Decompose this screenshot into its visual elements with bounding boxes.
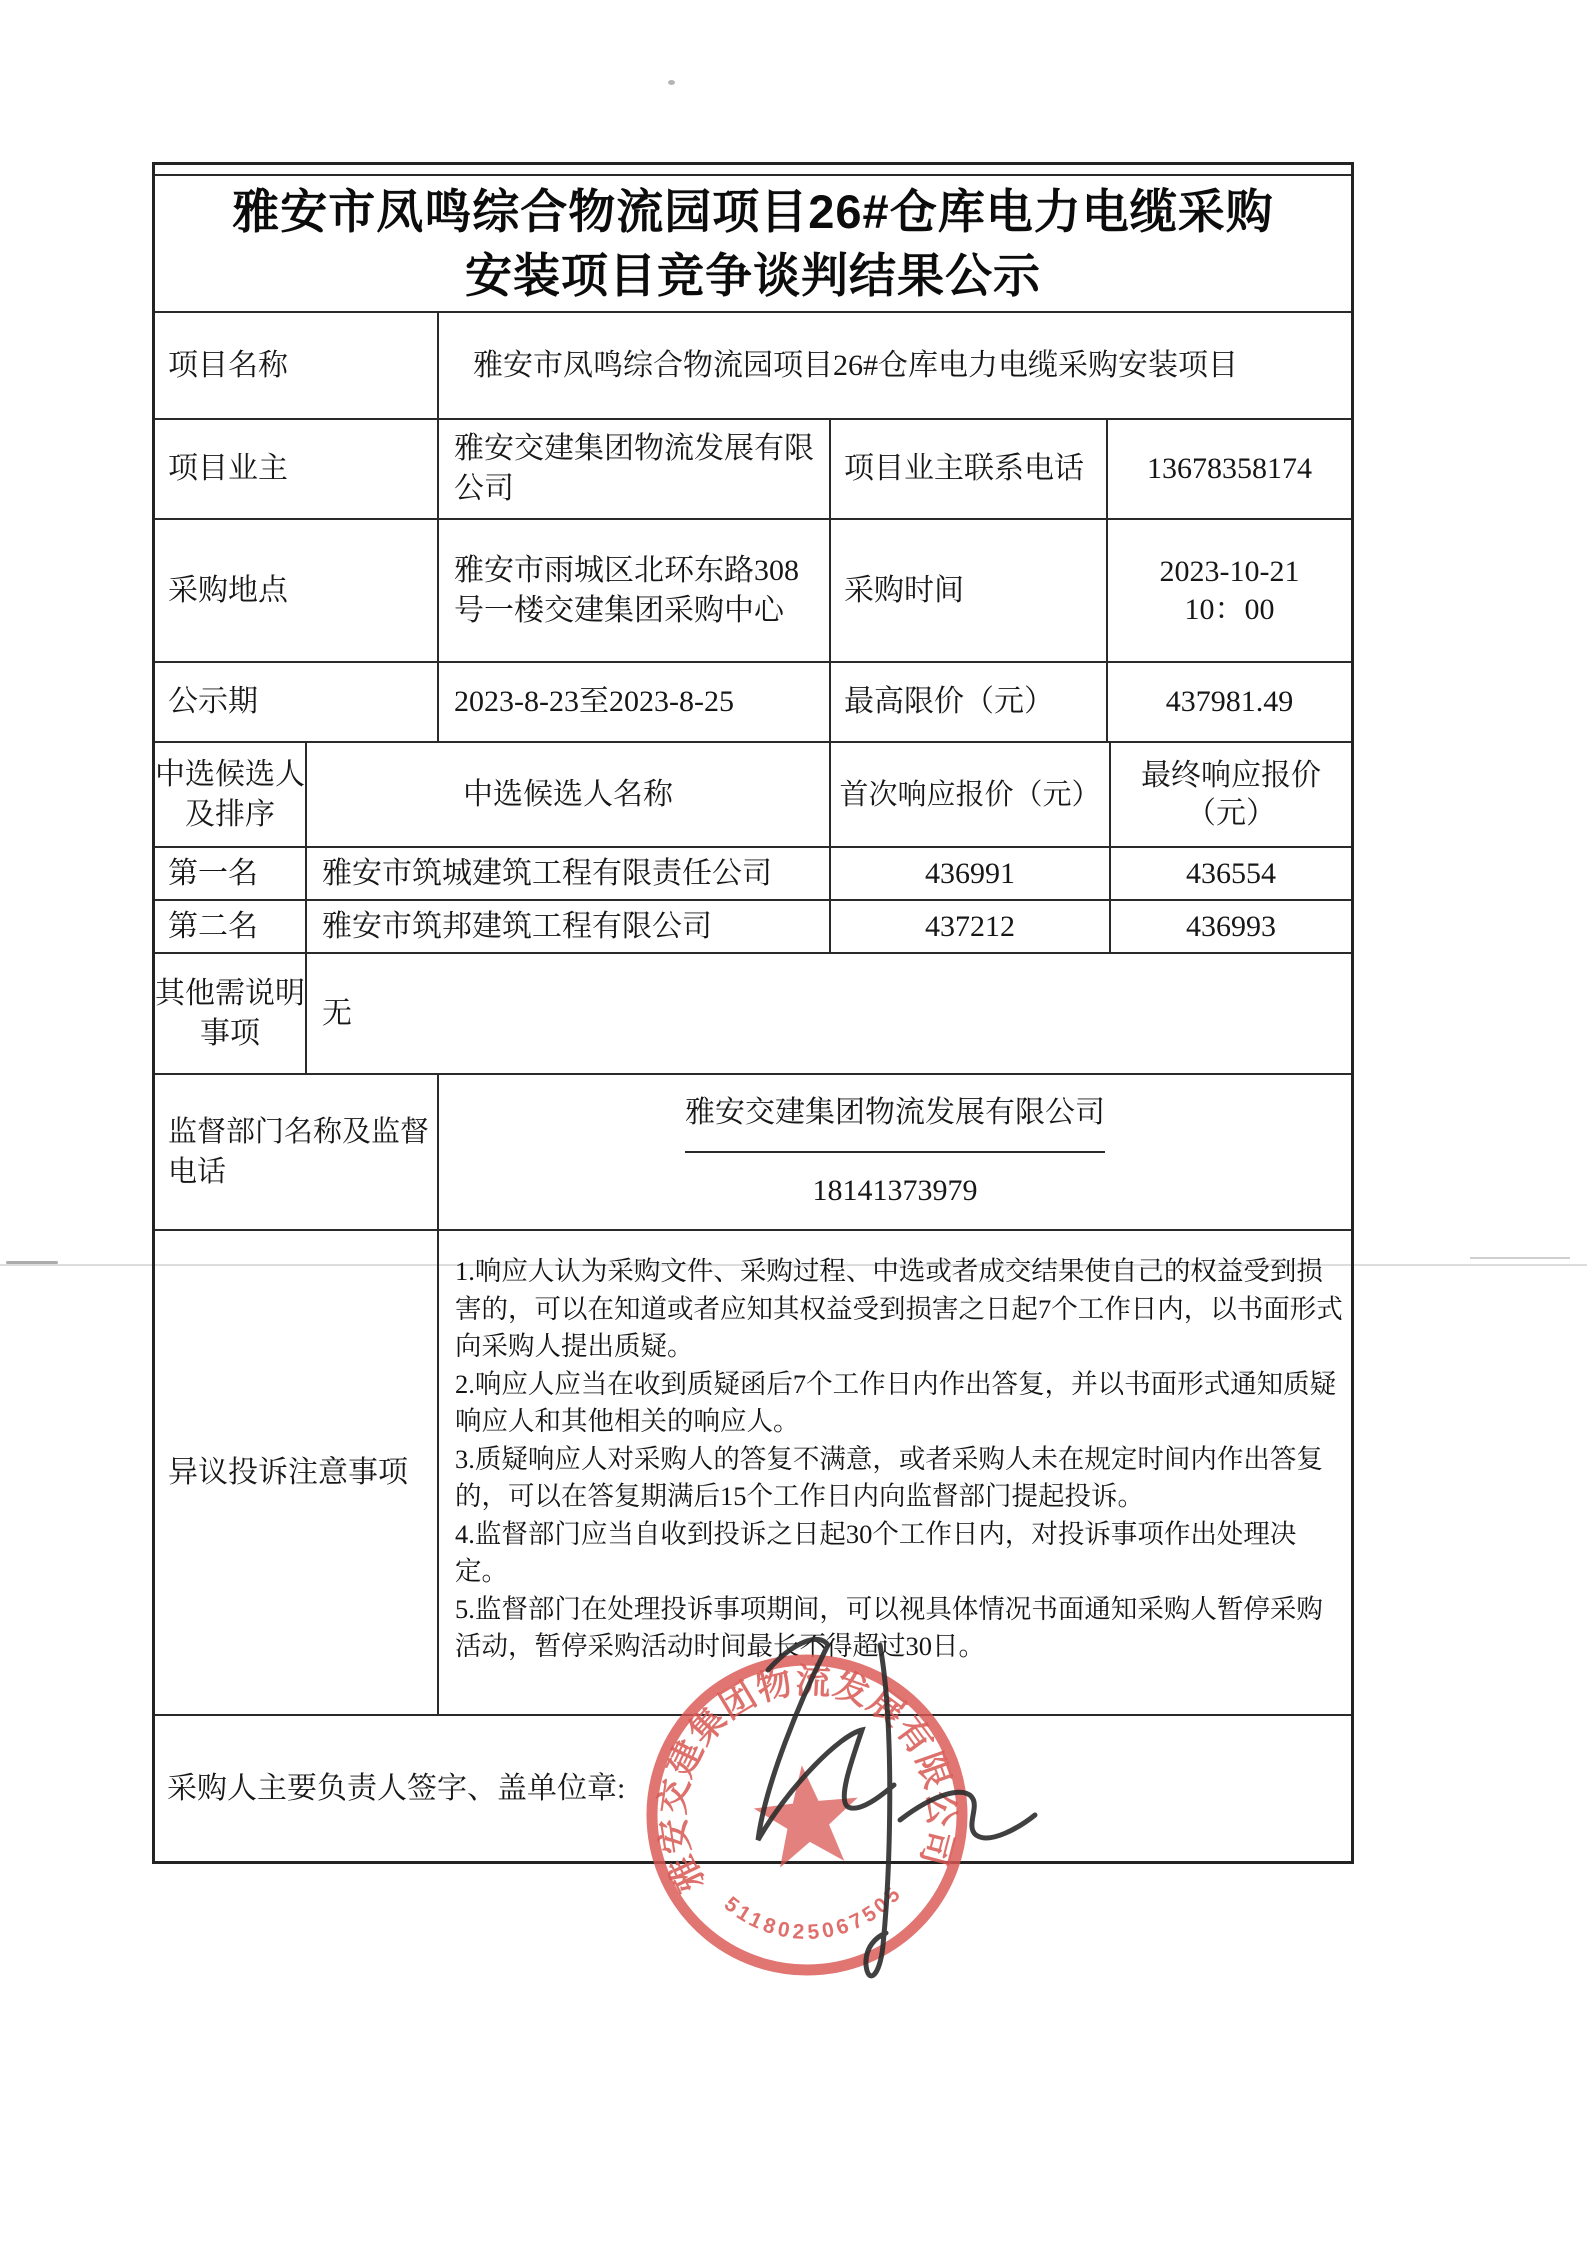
owner-phone-label: 项目业主联系电话 xyxy=(831,420,1108,518)
objection-item-3: 3.质疑响应人对采购人的答复不满意，或者采购人未在规定时间内作出答复的，可以在答复期满后15个工作日内向监督部门提起投诉。 xyxy=(455,1443,1323,1511)
candidate-1-name: 雅安市筑城建筑工程有限责任公司 xyxy=(307,848,831,899)
scan-speck xyxy=(668,80,675,85)
row-title xyxy=(155,176,1351,313)
title-top-rule xyxy=(155,165,1351,176)
time-value xyxy=(1108,520,1351,661)
row-owner xyxy=(155,420,1351,520)
time-date: 2023-10-21 xyxy=(1159,554,1300,588)
seal-company-arc-text: 雅安交建集团物流发展有限公司 xyxy=(653,1661,961,1898)
seal-number-arc-text: 5118025067505 xyxy=(719,1880,908,1945)
candidate-2-rank: 第二名 xyxy=(155,901,307,952)
final-quote-header-line2: （元） xyxy=(1186,796,1276,830)
candidate-2-final-quote: 436993 xyxy=(1186,909,1276,943)
candidate-2-name: 雅安市筑邦建筑工程有限公司 xyxy=(307,901,831,952)
time-label: 采购时间 xyxy=(831,520,1108,661)
time-clock: 10：00 xyxy=(1184,592,1275,626)
candidate-2-first-quote: 437212 xyxy=(831,901,1111,952)
supervisor-label: 监督部门名称及监督电话 xyxy=(155,1075,439,1229)
objection-item-1: 1.响应人认为采购文件、采购过程、中选或者成交结果使自己的权益受到损害的，可以在知道或者应知其权益受到损害之日起7个工作日内，以书面形式向采购人提出质疑。 xyxy=(455,1256,1343,1361)
row-candidates-header xyxy=(155,743,1351,848)
candidates-rank-header: 中选候选人及排序 xyxy=(155,743,307,846)
candidates-first-quote-header: 首次响应报价（元） xyxy=(831,743,1111,846)
document-title xyxy=(155,176,1351,311)
candidate-1-rank: 第一名 xyxy=(155,848,307,899)
location-label: 采购地点 xyxy=(155,520,439,661)
objection-item-4: 4.监督部门应当自收到投诉之日起30个工作日内，对投诉事项作出处理决定。 xyxy=(455,1518,1297,1586)
max-price-value: 437981.49 xyxy=(1165,685,1294,718)
svg-text:5118025067505 xyxy=(718,1874,911,1953)
publicity-value: 2023-8-23至2023-8-25 xyxy=(439,663,831,741)
publicity-label: 公示期 xyxy=(155,663,439,741)
final-quote-header-line1: 最终响应报价 xyxy=(1141,758,1321,792)
title-line-1: 雅安市凤鸣综合物流园项目26#仓库电力电缆采购 xyxy=(232,184,1274,238)
candidate-row-1 xyxy=(155,848,1351,901)
row-other-notes xyxy=(155,954,1351,1075)
objection-label: 异议投诉注意事项 xyxy=(155,1231,439,1714)
candidate-1-final-quote: 436554 xyxy=(1186,856,1276,890)
project-name-value: 雅安市凤鸣综合物流园项目26#仓库电力电缆采购安装项目 xyxy=(473,348,1238,382)
row-project-name xyxy=(155,313,1351,420)
objection-text xyxy=(439,1231,1351,1714)
owner-phone-value: 13678358174 xyxy=(1147,452,1312,485)
owner-value: 雅安交建集团物流发展有限公司 xyxy=(439,420,831,518)
row-publicity xyxy=(155,663,1351,743)
objection-item-5: 5.监督部门在处理投诉事项期间，可以视具体情况书面通知采购人暂停采购活动，暂停采购活动时间最长不得超过30日。 xyxy=(455,1593,1323,1661)
candidate-1-first-quote: 436991 xyxy=(831,848,1111,899)
signature-label: 采购人主要负责人签字、盖单位章: xyxy=(167,1771,626,1805)
location-value: 雅安市雨城区北环东路308号一楼交建集团采购中心 xyxy=(439,520,831,661)
row-signature xyxy=(155,1716,1351,1861)
scan-artifact-dash-right xyxy=(1470,1257,1570,1259)
row-supervisor xyxy=(155,1075,1351,1231)
supervisor-values xyxy=(439,1075,1351,1229)
result-table xyxy=(152,162,1354,1864)
candidates-name-header: 中选候选人名称 xyxy=(307,743,831,846)
supervisor-phone: 18141373979 xyxy=(812,1174,978,1207)
project-name-label: 项目名称 xyxy=(155,313,439,418)
other-notes-label: 其他需说明事项 xyxy=(155,954,307,1073)
title-line-2: 安装项目竞争谈判结果公示 xyxy=(465,248,1041,302)
other-notes-value: 无 xyxy=(322,996,352,1030)
objection-item-2: 2.响应人应当在收到质疑函后7个工作日内作出答复，并以书面形式通知质疑响应人和其他相关的响应人。 xyxy=(455,1368,1337,1436)
candidate-row-2 xyxy=(155,901,1351,954)
max-price-label: 最高限价（元） xyxy=(831,663,1108,741)
supervisor-company: 雅安交建集团物流发展有限公司 xyxy=(685,1075,1105,1153)
candidates-final-quote-header xyxy=(1111,743,1351,846)
owner-label: 项目业主 xyxy=(155,420,439,518)
row-objection xyxy=(155,1231,1351,1716)
row-location xyxy=(155,520,1351,663)
scan-artifact-dash-left xyxy=(6,1261,58,1264)
